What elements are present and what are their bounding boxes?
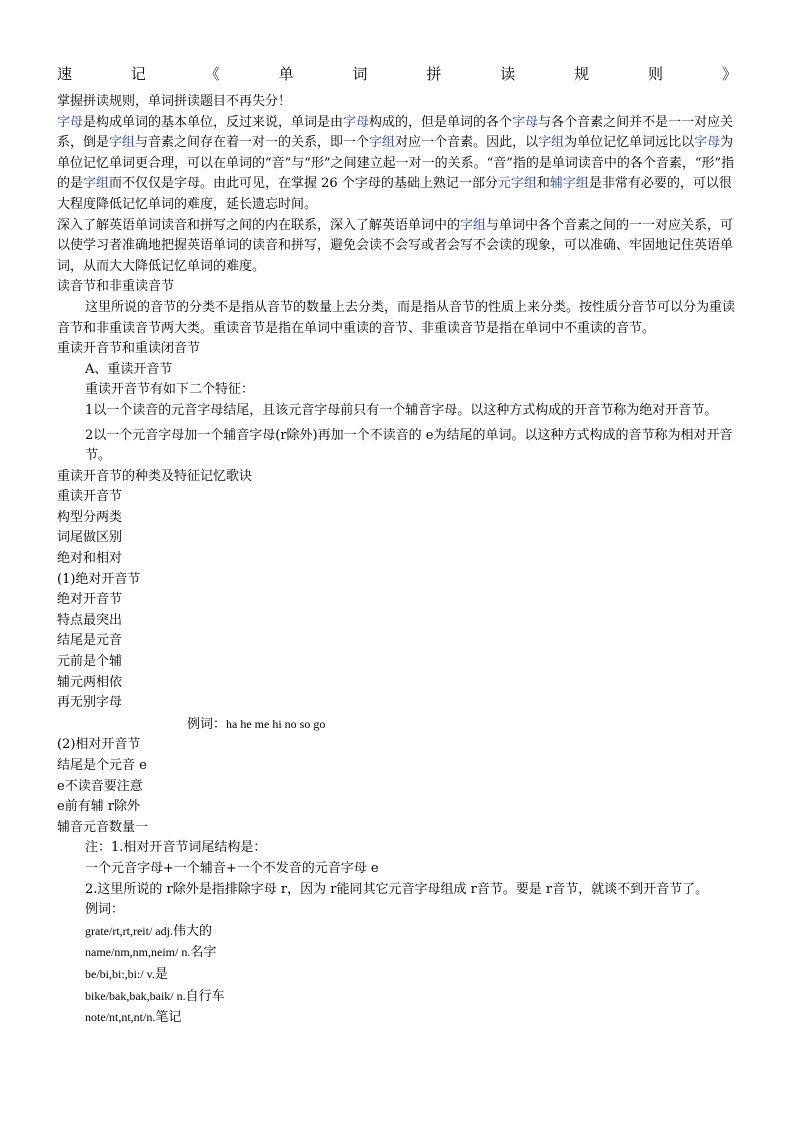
example-entry bbox=[57, 986, 737, 1008]
note-2: 2.这里所说的 r除外是指排除字母 r，因为 r能同其它元音字母组成 r音节。要是 r音节，就谈不到开音节了。 bbox=[85, 881, 709, 897]
highlight-term: 字组 bbox=[83, 176, 110, 192]
note-1: 注：1.相对开音节词尾结构是： bbox=[85, 840, 267, 856]
rhyme-line: 结尾是个元音 e bbox=[57, 758, 147, 773]
example-word: be/bi,bi:,bi:/ v. bbox=[85, 966, 155, 981]
rhyme-line: 特点最突出 bbox=[57, 612, 123, 628]
example-label-2: 例词： bbox=[85, 902, 125, 918]
highlight-term: 字组 bbox=[538, 135, 565, 151]
title-char: 词 bbox=[352, 65, 368, 83]
example-list bbox=[57, 921, 737, 1029]
rhyme-line: e不读音要注意 bbox=[57, 778, 143, 794]
example-entry bbox=[57, 1007, 737, 1029]
example-word: bike/bak,bak,baik/ n. bbox=[85, 988, 186, 1003]
highlight-term: 字组 bbox=[369, 135, 396, 151]
rhyme-line: 辅元两相依 bbox=[57, 674, 123, 690]
text-run: 与单词中各个音素之间的一一对应关系，可以使学习者准确地把握英语单词的读音和拼写，避免会读不会写或者会写不会读的现象，可以准确、牢固地记住英语单词，从而大大降低记忆单词的难度。 bbox=[57, 217, 734, 274]
paragraph-syllable-classification: 这里所说的音节的分类不是指从音节的数量上去分类，而是指从音节的性质上来分类。按性质分音节可以分为重读音节和非重读音节两大类。重读音节是指在单词中重读的音节、非重读音节是指在单词中不重读的音节。 bbox=[57, 299, 736, 336]
document-title bbox=[57, 60, 737, 88]
title-char: 速 bbox=[57, 65, 73, 83]
highlight-term: 元字组 bbox=[497, 176, 537, 192]
example-meaning: 是 bbox=[154, 966, 168, 982]
title-char: 拼 bbox=[426, 65, 442, 83]
rhyme-line: 结尾是元音 bbox=[57, 633, 123, 649]
example-word: grate/rt,rt,reit/ adj. bbox=[85, 923, 173, 938]
rhyme-line: e前有辅 r除外 bbox=[57, 799, 141, 815]
text-run: 为单位记忆单词更合理，可以在单词的“音”与“形”之间建立起一对一的关系。“音”指的是单词读音中的各个音素，“形”指的是 bbox=[57, 135, 735, 192]
example-meaning: 笔记 bbox=[155, 1010, 182, 1026]
title-char: 《 bbox=[204, 65, 220, 83]
title-char: 记 bbox=[130, 65, 146, 83]
title-char: 》 bbox=[721, 65, 737, 83]
text-run: 和 bbox=[536, 176, 550, 192]
heading-stressed-unstressed: 读音节和非重读音节 bbox=[57, 279, 175, 295]
rhyme-heading: 重读开音节的种类及特征记忆歌诀 bbox=[57, 468, 253, 484]
text-run: 是构成单词的基本单位，反过来说，单词是由 bbox=[83, 114, 344, 130]
rhyme-line: 绝对开音节 bbox=[57, 592, 123, 608]
paragraph-letters-and-groups bbox=[57, 113, 737, 216]
section-a-heading: A、重读开音节 bbox=[85, 361, 173, 377]
feature-1: 1以一个读音的元音字母结尾，且该元音字母前只有一个辅音字母。以这种方式构成的开音节称为绝对开音节。 bbox=[85, 402, 718, 418]
example-label: 例词： bbox=[187, 716, 227, 732]
rhyme-line: 构型分两类 bbox=[57, 509, 123, 525]
rhyme-list-1 bbox=[57, 487, 737, 714]
highlight-term: 辅字组 bbox=[549, 176, 589, 192]
rhyme-line: 辅音元音数量一 bbox=[57, 819, 149, 835]
example-words: ha he me hi no so go bbox=[226, 716, 326, 731]
features-intro: 重读开音节有如下二个特征： bbox=[85, 382, 255, 398]
title-char: 则 bbox=[648, 65, 664, 83]
text-run: 对应一个音素。因此，以 bbox=[395, 135, 539, 151]
heading-open-closed: 重读开音节和重读闭音节 bbox=[57, 341, 201, 357]
title-char: 规 bbox=[574, 65, 590, 83]
highlight-term: 字母 bbox=[694, 135, 721, 151]
example-entry bbox=[57, 942, 737, 964]
text-run: 与音素之间存在着一对一的关系，即一个 bbox=[135, 135, 370, 151]
example-entry bbox=[57, 921, 737, 943]
rhyme-line: 重读开音节 bbox=[57, 489, 123, 505]
title-char: 读 bbox=[500, 65, 516, 83]
example-words-1 bbox=[57, 714, 737, 736]
highlight-term: 字组 bbox=[109, 135, 136, 151]
example-entry bbox=[57, 964, 737, 986]
text-run: 深入了解英语单词读音和拼写之间的内在联系，深入了解英语单词中的 bbox=[57, 217, 461, 233]
text-run: 与各个音素之间并不是一一对应关系，倒是 bbox=[57, 114, 734, 151]
feature-2: 2以一个元音字母加一个辅音字母(r除外)再加一个不读音的 e为结尾的单词。以这种方式构成的音节称为相对开音节。 bbox=[85, 427, 733, 464]
highlight-term: 字母 bbox=[512, 114, 539, 130]
intro-line: 掌握拼读规则，单词拼读题目不再失分！ bbox=[57, 94, 292, 109]
rhyme-line: 元前是个辅 bbox=[57, 654, 123, 670]
text-run: 构成的，但是单词的各个 bbox=[369, 114, 513, 130]
rhyme-line: 绝对和相对 bbox=[57, 551, 123, 567]
text-run: 为单位记忆单词远比以 bbox=[564, 135, 695, 151]
example-meaning: 名字 bbox=[190, 945, 217, 961]
paragraph-deep-understanding bbox=[57, 216, 737, 278]
note-1-formula: 一个元音字母+一个辅音+一个不发音的元音字母 e bbox=[85, 860, 379, 876]
rhyme-line: 词尾做区别 bbox=[57, 530, 123, 546]
text-run: 而不仅仅是字母。由此可见，在掌握 26 个字母的基础上熟记一部分 bbox=[109, 176, 498, 192]
title-char: 单 bbox=[278, 65, 294, 83]
highlight-term: 字母 bbox=[343, 114, 370, 130]
highlight-term: 字母 bbox=[57, 114, 84, 130]
rhyme-list-2 bbox=[57, 735, 737, 838]
rhyme-line: 再无别字母 bbox=[57, 695, 123, 711]
document-page bbox=[57, 60, 737, 1029]
example-meaning: 自行车 bbox=[185, 988, 225, 1004]
rhyme-line: (1)绝对开音节 bbox=[57, 571, 141, 587]
example-word: note/nt,nt,nt/n. bbox=[85, 1010, 156, 1025]
highlight-term: 字组 bbox=[460, 217, 487, 233]
example-meaning: 伟大的 bbox=[172, 923, 212, 939]
text-run: 是非常有必要的，可以很大程度降低记忆单词的难度，延长遗忘时间。 bbox=[57, 176, 732, 212]
rhyme-line: (2)相对开音节 bbox=[57, 737, 141, 753]
example-word: name/nm,nm,neim/ n. bbox=[85, 945, 191, 960]
